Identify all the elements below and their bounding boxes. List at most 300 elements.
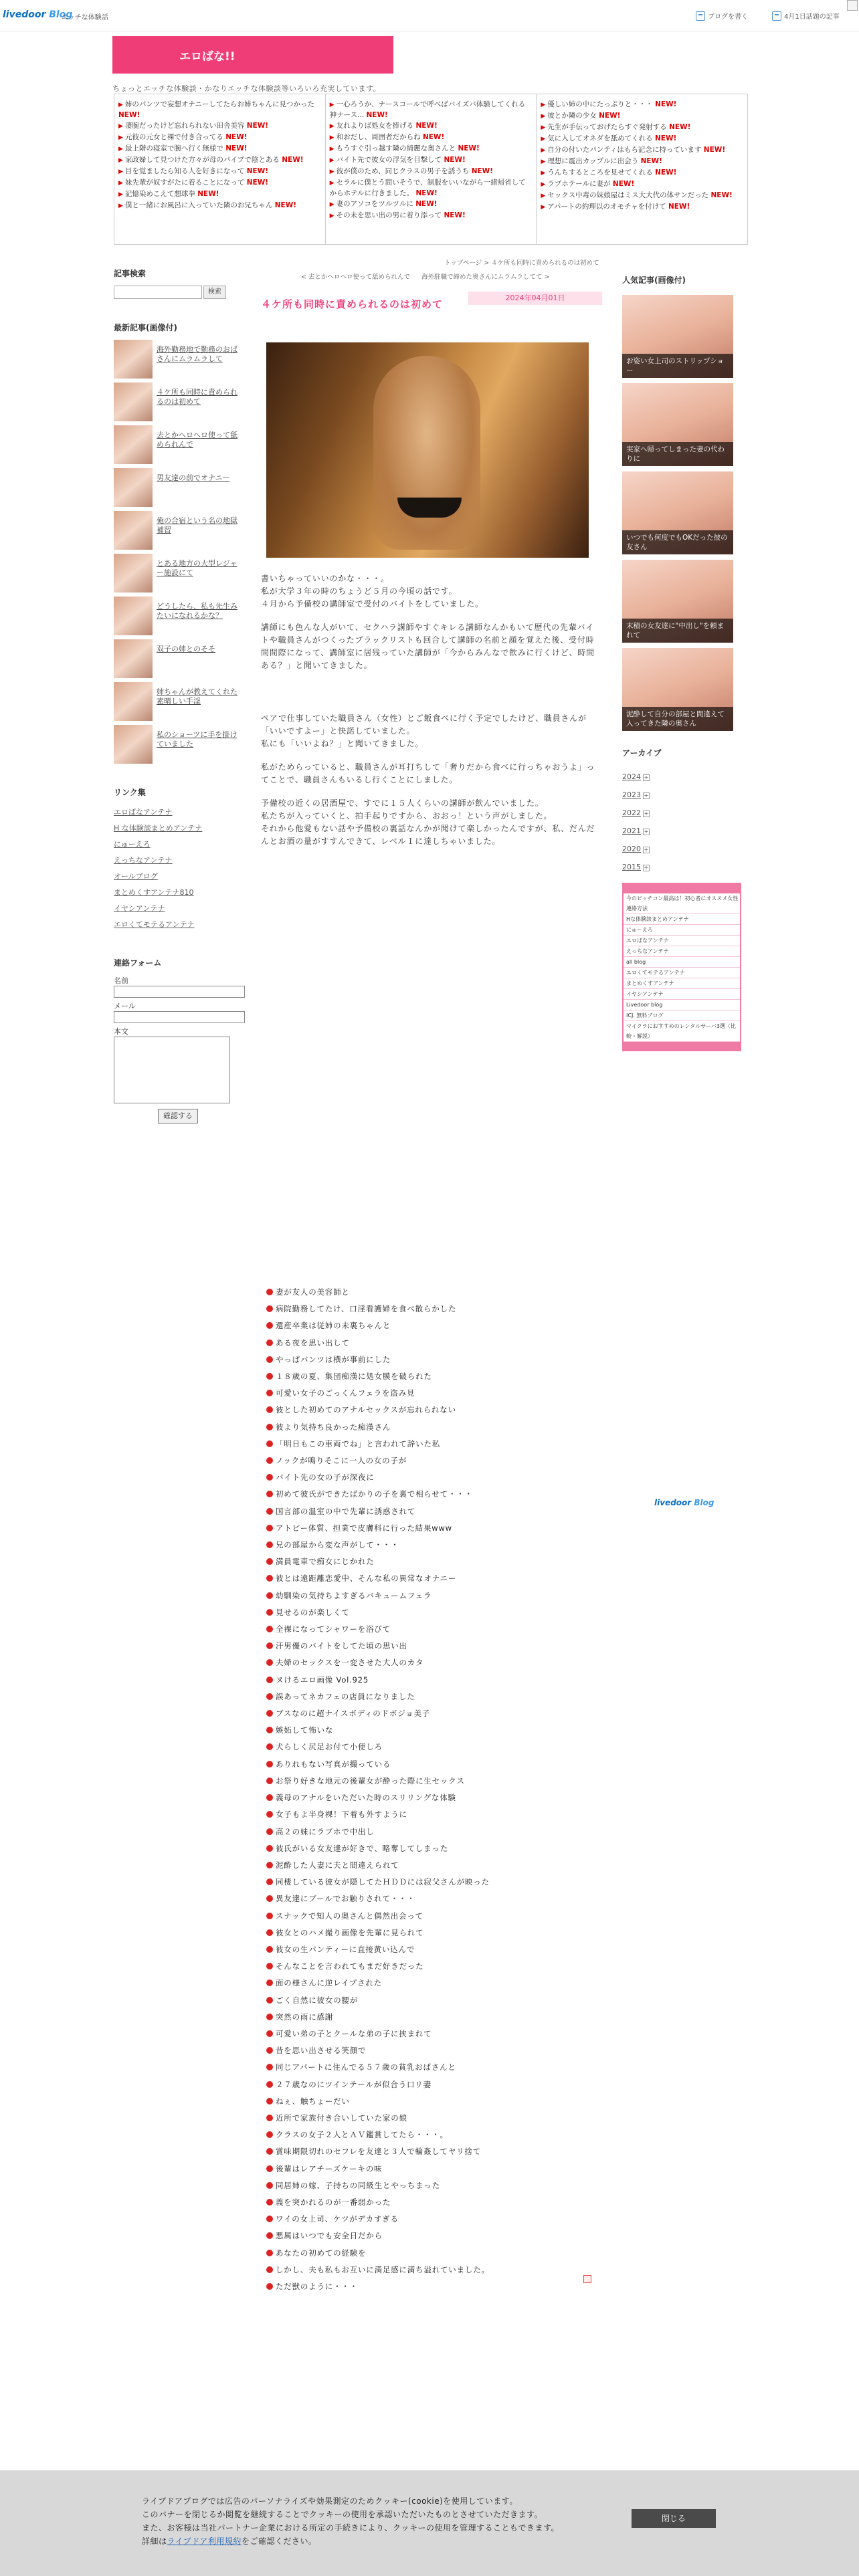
bullet-icon [266, 2148, 273, 2155]
link-item[interactable]: イヤシアンテナ [114, 904, 165, 913]
bullet-icon [266, 1963, 273, 1969]
rss-item[interactable]: ▶ 理想に震出カップルに出会う NEW! [541, 157, 662, 165]
mail-label: メール [114, 1002, 136, 1010]
list-item[interactable]: 病院勤務してたけ、口淫看護婦を食べ散らかした [266, 1301, 614, 1317]
bullet-icon [266, 2014, 273, 2020]
bullet-icon [266, 1339, 273, 1346]
rss-item[interactable]: ▶ 最上階の寝室で腕へ行く無様で NEW! [118, 144, 248, 152]
list-item[interactable]: お祭り好きな地元の後輩女が酔った際に生セックス [266, 1773, 614, 1790]
recent-title[interactable]: 私のショーツに手を掛けていました [157, 730, 237, 748]
list-item[interactable]: 可愛い女子のごっくんフェラを盗み見 [266, 1385, 614, 1402]
rss-item[interactable]: ▶ 家政婦して見つけた方々が母のパイプで陰とある NEW! [118, 156, 304, 164]
rss-item[interactable]: ▶ 友れよりば処女を捧げる NEW! [329, 122, 438, 130]
list-item[interactable]: 満員電車で痴女にじかれた [266, 1553, 614, 1570]
article-body [261, 572, 595, 859]
next-article-link[interactable]: 海外駐職で締めた奥さんにムラムラしてて > [421, 274, 550, 281]
list-item[interactable]: 兄の部屋から変な声がして・・・ [266, 1537, 614, 1553]
arrow-icon: ▶ [118, 169, 123, 175]
list-item[interactable]: 面の様さんに逆レイプされた [266, 1975, 614, 1992]
rss-item[interactable]: ▶ バイト先で彼女の浮気を目撃して NEW! [329, 156, 466, 164]
left-sidebar [114, 267, 241, 1123]
list-item[interactable]: 犬らしく尻足お付て小便しろ [266, 1739, 614, 1755]
mail-field[interactable] [114, 1011, 245, 1023]
list-item[interactable]: やっぱパンツは横が事前にした [266, 1352, 614, 1368]
popular-caption[interactable]: 実家へ帰ってしまった妻の代わりに [622, 442, 733, 466]
recent-title[interactable]: 去とかへロへロ使って舐められんで [157, 431, 237, 449]
write-blog-link[interactable]: ブログを書く [696, 11, 748, 21]
list-item[interactable]: そんなことを言われてもまだ好きだった [266, 1958, 614, 1975]
rss-item[interactable]: ▶ 優しい姉の中にたっぷりと・・・ NEW! [541, 100, 677, 108]
bullet-icon [266, 1811, 273, 1818]
prev-article-link[interactable]: < 去とかへロへロ使って舐められんで [301, 274, 410, 281]
bullet-icon [266, 1913, 273, 1919]
bullet-icon [266, 1895, 273, 1902]
article-paragraph: 書いちゃっていいのかな・・・。 私が大学３年の時のちょうど５月の今頃の話です。 ４月から予備校の講師室で受付のバイトをしていました。 [261, 574, 484, 609]
recent-item[interactable] [114, 340, 241, 379]
list-item[interactable]: 泥酔した人妻に夫と間違えられて [266, 1857, 614, 1874]
report-icon[interactable] [583, 2275, 591, 2283]
rss-item[interactable]: ▶ 和おだし、周囲者だからね NEW! [329, 133, 445, 141]
list-item[interactable]: 近所で家族付き合いしていた家の娘 [266, 2110, 614, 2127]
todays-topics-link[interactable]: 4月1日話題の記事 [772, 11, 840, 21]
recent-item[interactable] [114, 383, 241, 421]
list-item[interactable]: 女子もよ半身裸！下着も外すように [266, 1806, 614, 1823]
expand-icon[interactable]: + [644, 865, 649, 871]
bullet-icon [266, 1558, 273, 1565]
recent-item[interactable] [114, 511, 241, 550]
article-main-image[interactable] [266, 342, 589, 558]
search-input[interactable] [114, 286, 202, 299]
rss-item[interactable]: ▶ 自分の付いたパンティはもら記念に持っています NEW! [541, 146, 726, 154]
bullet-icon [266, 1794, 273, 1801]
arrow-icon: ▶ [118, 146, 123, 152]
list-item[interactable]: 彼氏がいる女友達が好きで、略奪してしまった [266, 1840, 614, 1857]
rss-item[interactable]: ▶ 記憶染めこえて想球拳 NEW! [118, 190, 219, 198]
list-item[interactable]: あなたの初めての経験を [266, 2245, 614, 2262]
ranking-header [624, 884, 740, 893]
rss-item[interactable]: ▶ 彼が僕のため、同じクラスの男子を誘うち NEW! [329, 167, 494, 175]
ranking-item[interactable]: 今のビッチコン最高は！初心者にオススメ女性連絡方法 [624, 893, 740, 914]
bullet-icon [266, 1322, 273, 1329]
arrow-icon: ▶ [541, 170, 546, 177]
recent-list [114, 340, 241, 764]
rss-item[interactable]: ▶ ラブホテールに妻が NEW! [541, 180, 635, 188]
expand-icon[interactable]: + [644, 847, 649, 853]
bullet-icon [266, 1828, 273, 1835]
list-item[interactable]: 彼女の生パンティーに直接黄い込んで [266, 1941, 614, 1958]
list-item[interactable]: しかし、夫も私もお互いに満足感に満ち溢れていました。 [266, 2262, 614, 2278]
archive-year[interactable]: 2021 + [622, 827, 649, 835]
bullet-icon [266, 1440, 273, 1447]
list-item[interactable]: 見せるのが楽しくて [266, 1604, 614, 1621]
ranking-item[interactable]: Livedoor blog [624, 1000, 740, 1010]
recent-title[interactable]: どうしたら、私も先生みたいになれるかな？ [157, 602, 237, 620]
bullet-icon [266, 2131, 273, 2138]
rss-box [114, 94, 748, 245]
list-item[interactable]: ヌけるエロ画像 Vol.925 [266, 1672, 614, 1689]
prev-next-nav [301, 272, 559, 281]
article-paragraph: ペアで仕事していた職員さん（女性）とご飯食べに行く予定でしたけど、職員さんが「いいですよー」と快諾していました。 私にも「いいよね？」と聞いてきました。 [261, 714, 587, 748]
close-button[interactable]: 閉じる [632, 2509, 716, 2528]
cookie-banner [0, 2470, 859, 2576]
popular-item[interactable] [622, 383, 733, 466]
blog-header[interactable]: エロばな!! [112, 36, 393, 74]
article-title: ４ケ所も同時に責められるのは初めて [261, 298, 444, 310]
ranking-item[interactable]: Hな体験談まとめアンテナ [624, 914, 740, 925]
recent-title[interactable]: 俺の合宿という名の地獄補習 [157, 516, 237, 534]
archive-heading: アーカイブ [622, 748, 662, 758]
arrow-icon: ▶ [329, 146, 335, 152]
search-form [114, 286, 241, 299]
list-item[interactable]: スナックで知人の奥さんと偶然出会って [266, 1908, 614, 1925]
list-item[interactable]: 誤あってネカフェの店員になりました [266, 1689, 614, 1705]
recent-title[interactable]: 海外勤務地で勤務のおばさんにムラムラして [157, 345, 237, 363]
rss-item[interactable]: ▶ 一心ろうか、ナースコールで呼べばバイズバ体験してくれる神ナース... NEW! [329, 100, 526, 119]
rss-item[interactable]: ▶ 姉のパンツで妄想オナニーしてたらお姉ちゃんに見つかった NEW! [118, 100, 315, 119]
right-sidebar [622, 274, 739, 1051]
archive-year[interactable]: 2020 + [622, 845, 649, 853]
popular-item[interactable] [622, 471, 733, 554]
confirm-button[interactable]: 確認する [158, 1109, 198, 1123]
bullet-icon [266, 1929, 273, 1936]
rss-item[interactable]: ▶ もうすぐ引っ越す隣の綺麗な奥さんと NEW! [329, 144, 480, 152]
recent-thumbnail[interactable] [114, 511, 153, 550]
popular-item[interactable] [622, 295, 733, 378]
list-item[interactable]: 義を突かれるのが一番弱かった [266, 2194, 614, 2211]
list-item[interactable]: 彼女とのハメ撮り画像を先輩に見られて [266, 1925, 614, 1941]
bullet-icon [266, 1457, 273, 1464]
links-list [114, 804, 241, 933]
form-heading: 連絡フォーム [114, 958, 162, 968]
bullet-icon [266, 1626, 273, 1632]
link-item[interactable]: えっちなアンテナ [114, 856, 173, 865]
list-item[interactable]: 国言部の温室の中で先輩に誘惑されて [266, 1503, 614, 1520]
arrow-icon: ▶ [541, 158, 546, 165]
recent-thumbnail[interactable] [114, 468, 153, 507]
archive-year[interactable]: 2024 + [622, 772, 649, 781]
bullet-icon [266, 1693, 273, 1700]
recent-thumbnail[interactable] [114, 554, 153, 593]
article-paragraph: 講師にも色んな人がいて、セクハラ講師やすぐキレる講師なんかもいて歴代の先輩バイトや職員さんがつくったブラックリストも回合して講師の名前と顔を覚えた後、受付時間間際になって、講師室に居残っていた講師が「今からみんなで飲みに行くけど、時間ある？」と聞いてきました。 [261, 623, 595, 670]
links-heading: リンク集 [114, 788, 146, 797]
popular-caption[interactable]: 末積の女友達に"中出し"を頼まれて [622, 619, 733, 643]
expand-icon[interactable]: + [644, 792, 649, 798]
recent-item[interactable] [114, 725, 241, 764]
list-item[interactable]: 突然の雨に感謝 [266, 2009, 614, 2026]
arrow-icon: ▶ [541, 136, 546, 142]
arrow-icon: ▶ [541, 193, 546, 199]
ranking-item[interactable]: えっちなアンテナ [624, 946, 740, 957]
rss-item[interactable]: ▶ 先生が手伝っておげたらすぐ発射する NEW! [541, 123, 691, 131]
link-item[interactable]: まとめくすアンテナ810 [114, 888, 194, 897]
site-name[interactable]: エッチな体験話 [62, 14, 108, 21]
list-item[interactable]: 可愛い弟の子とクールな弟の子に挟まれて [266, 2026, 614, 2042]
list-item[interactable]: 彼より気持ち良かった痴漢さん [266, 1419, 614, 1436]
recent-item[interactable] [114, 468, 241, 507]
recent-thumbnail[interactable] [114, 639, 153, 678]
link-item[interactable]: にゅーえろ [114, 840, 151, 849]
link-item[interactable]: エロばなアンテナ [114, 808, 173, 817]
rss-item[interactable]: ▶ 妻のアソコをツルツルに NEW! [329, 200, 438, 208]
arrow-icon: ▶ [541, 124, 546, 131]
breadcrumb[interactable]: トップページ > ４ケ所も同時に責められるのは初めて [444, 259, 599, 267]
arrow-icon: ▶ [118, 203, 123, 209]
bullet-icon [266, 2216, 273, 2222]
bullet-icon [266, 1946, 273, 1953]
contact-form [114, 957, 241, 1123]
bullet-icon [266, 2115, 273, 2121]
rss-item[interactable]: ▶ 気に入してオネダを舐めてくれる NEW! [541, 134, 677, 142]
arrow-icon: ▶ [118, 134, 123, 141]
ranking-widget [622, 883, 741, 1051]
archive-year[interactable]: 2022 + [622, 809, 649, 817]
list-item[interactable]: 昔を思い出させる笑顔で [266, 2042, 614, 2059]
figure-shape [373, 356, 480, 550]
archive-section [622, 747, 736, 876]
cookie-line: ライブドアブログでは広告のパーソナライズや効果測定のためクッキー(cookie)を使用しています。 [142, 2496, 518, 2506]
list-item[interactable]: 彼とは遠距離恋愛中、そんな私の異常なオナニー [266, 1570, 614, 1587]
rss-item[interactable]: ▶ アパートの約理以のオモチャを付けて NEW! [541, 203, 690, 211]
arrow-icon: ▶ [541, 102, 546, 108]
bullet-icon [266, 1525, 273, 1531]
bullet-icon [266, 1642, 273, 1649]
bullet-icon [266, 2232, 273, 2239]
bullet-icon [266, 2250, 273, 2256]
ranking-item[interactable]: イヤシアンテナ [624, 989, 740, 1000]
bullet-icon [266, 1879, 273, 1885]
pencil-icon [696, 11, 705, 21]
bullet-icon [266, 1305, 273, 1312]
rss-column [114, 94, 326, 244]
rss-item[interactable]: ▶ セックス中毒の妹娘屋はミス大大代の体サンだった NEW! [541, 191, 733, 199]
bullet-icon [266, 1541, 273, 1548]
list-item[interactable]: ねぇ、触ちょーだい [266, 2093, 614, 2110]
expand-icon[interactable]: + [644, 774, 649, 780]
recent-thumbnail[interactable] [114, 597, 153, 635]
top-bar [0, 0, 859, 32]
list-item[interactable]: 妻が友人の美容師と [266, 1284, 614, 1301]
name-field[interactable] [114, 986, 245, 998]
recent-thumbnail[interactable] [114, 682, 153, 721]
rss-column [537, 94, 747, 244]
list-item[interactable]: 汗男優のバイトをしてた頃の思い出 [266, 1638, 614, 1654]
arrow-icon: ▶ [329, 123, 335, 130]
bullet-icon [266, 1491, 273, 1497]
article-paragraph: 予備校の近くの居酒屋で、すでに１５人くらいの講師が飲んでいました。 私たちが入っていくと、拍手起りですから、おおっ！という声がしました。 それから他愛もない話や予備校の裏話なんかが聞けて楽しかったんですが、私、だんだんとお酒の量がすすんできて、レベル１に達しちゃいました。 [261, 798, 595, 846]
bullet-icon [266, 2047, 273, 2054]
cookie-line: また、お客様は当社パートナー企業における所定の手続きにより、クッキーの使用を管理することもできます。 [142, 2523, 560, 2533]
bullet-icon [266, 2064, 273, 2070]
recent-item[interactable] [114, 639, 241, 678]
ranking-item[interactable]: にゅーえろ [624, 925, 740, 936]
rss-item[interactable]: ▶ 僕と一緒にお風呂に入っていた隣のお兄ちゃん NEW! [118, 201, 297, 209]
calendar-icon [772, 11, 781, 21]
rss-item[interactable]: ▶ セラルに僕とう問いそうで、制服をいいながら一緒帰省してからホテルに行きました。 NEW! [329, 179, 526, 197]
recent-item[interactable] [114, 597, 241, 635]
recent-item[interactable] [114, 554, 241, 593]
popular-item[interactable] [622, 560, 733, 643]
bullet-icon [266, 1575, 273, 1582]
bullet-icon [266, 2182, 273, 2189]
terms-link[interactable]: ライブドア利用規約 [167, 2537, 242, 2546]
list-item[interactable]: 嫉妬して怖いな [266, 1722, 614, 1739]
recent-title[interactable]: 双子の姉とのそそ [157, 645, 215, 653]
list-item[interactable]: 賞味期限切れのセフレを友達と３人で輪姦してヤリ捨て [266, 2143, 614, 2160]
bullet-icon [266, 1474, 273, 1481]
list-item[interactable]: 同棲している彼女が隠してたＨＤＤには寂父さんが映った [266, 1874, 614, 1891]
list-item[interactable]: クラスの女子２人とＡＶ鑑賞してたら・・・。 [266, 2127, 614, 2143]
bullet-icon [266, 2081, 273, 2088]
bullet-icon [266, 1778, 273, 1784]
list-item[interactable]: 夫婦のセックスを一変させた大人のカタ [266, 1654, 614, 1671]
popular-item[interactable] [622, 648, 733, 731]
list-item[interactable]: 彼とした初めてのアナルセックスが忘れられない [266, 1402, 614, 1418]
archive-year[interactable]: 2015 + [622, 863, 649, 871]
bullet-icon [266, 1727, 273, 1733]
footer-livedoor-logo[interactable]: livedoor Blog [654, 1498, 714, 1507]
arrow-icon: ▶ [541, 181, 546, 188]
link-item[interactable]: オールブログ [114, 872, 158, 881]
list-item[interactable]: 義母のアナルをいただいた時のスリリングな体験 [266, 1790, 614, 1806]
rss-item[interactable]: ▶ 目を覚ましたら知る人を好きになって NEW! [118, 167, 269, 175]
link-item[interactable]: エロくてモテるアンテナ [114, 920, 195, 929]
bullet-icon [266, 1424, 273, 1430]
bullet-icon [266, 1845, 273, 1852]
list-item[interactable]: ある夜を思い出して [266, 1335, 614, 1352]
popular-caption[interactable]: お姿い女上司のストリップショー [622, 354, 733, 378]
list-item[interactable]: 悪属はいつでも安全日だから [266, 2228, 614, 2244]
cookie-line: このバナーを閉じるか閲覧を継続することでクッキーの使用を承認いただいたものとさせていただきます。 [142, 2510, 543, 2519]
rss-item[interactable]: ▶ 元彼の元女と裸で付き合ってる NEW! [118, 133, 248, 141]
ranking-item[interactable]: エロばなアンテナ [624, 936, 740, 946]
body-label: 本文 [114, 1027, 128, 1036]
bullet-icon [266, 1979, 273, 1986]
list-item[interactable]: 同居姉の嫁、子持ちの同級生とやっちまった [266, 2177, 614, 2194]
archive-year[interactable]: 2023 + [622, 790, 649, 799]
recent-thumbnail[interactable] [114, 725, 153, 764]
bullet-icon [266, 1609, 273, 1616]
ranking-footer [624, 1042, 740, 1050]
broken-image-icon [847, 0, 858, 11]
list-item[interactable]: 異友達にブールでお触りされて・・・ [266, 1891, 614, 1907]
ranking-item[interactable]: マイクラにおすすめのレンタルサーバ3選（比較・解説） [624, 1021, 740, 1042]
bullet-icon [266, 1743, 273, 1750]
popular-caption[interactable]: 泥酔して自分の部屋と間違えて入ってきた隣の奥さん [622, 707, 733, 731]
recent-thumbnail[interactable] [114, 383, 153, 421]
recent-title[interactable]: 姉ちゃんが教えてくれた素晴しい手淫 [157, 687, 237, 706]
arrow-icon: ▶ [541, 113, 546, 120]
recent-item[interactable] [114, 682, 241, 721]
arrow-icon: ▶ [329, 102, 335, 108]
arrow-icon: ▶ [329, 157, 335, 164]
ranking-item[interactable]: all blog [624, 957, 740, 968]
recent-title[interactable]: 男友達の前でオナニー [157, 473, 230, 482]
blog-description: ちょっとエッチな体験談・かなりエッチな体験談等いろいろ充実しています。 [112, 84, 381, 93]
rss-item[interactable]: ▶ 妹先輩が奴すがたに着ることになって NEW! [118, 179, 269, 187]
list-item[interactable]: 全裸になってシャワーを浴びて [266, 1621, 614, 1638]
livedoor-logo[interactable]: livedoor Blog [3, 9, 73, 20]
list-item[interactable]: 後輩はレアチーズケーキの味 [266, 2161, 614, 2177]
list-item[interactable]: ブスなのに超ナイスボディのドボジョ美子 [266, 1705, 614, 1722]
body-field[interactable] [114, 1037, 230, 1103]
arrow-icon: ▶ [118, 157, 123, 164]
rss-item[interactable]: ▶ うんちするところを見せてくれる NEW! [541, 169, 677, 177]
list-item[interactable]: 還産卒業は従姉の未裏ちゃんと [266, 1317, 614, 1334]
popular-caption[interactable]: いつでも何度でもOKだった彼の友さん [622, 530, 733, 554]
popular-list [622, 295, 736, 731]
arrow-icon: ▶ [118, 102, 123, 108]
arrow-icon: ▶ [541, 204, 546, 211]
ranking-item[interactable]: まとめくすアンテナ [624, 978, 740, 989]
bullet-icon [266, 1373, 273, 1380]
arrow-icon: ▶ [118, 123, 123, 130]
expand-icon[interactable]: + [644, 811, 649, 817]
bullet-icon [266, 1677, 273, 1683]
arrow-icon: ▶ [329, 213, 335, 219]
bullet-icon [266, 2266, 273, 2273]
recent-thumbnail[interactable] [114, 340, 153, 379]
list-item[interactable]: アトピー体質、担業で皮膚科に行った結果www [266, 1520, 614, 1537]
list-item[interactable]: 「明日もこの車両でね」と言われて辞いた私 [266, 1436, 614, 1453]
list-item[interactable]: ワイの女上司、ケツがデカすぎる [266, 2211, 614, 2228]
recent-title[interactable]: とある地方の大型レジャー施設にて [157, 559, 237, 577]
list-item[interactable]: 初めて彼氏ができたばかりの子を裏で相らせて・・・ [266, 1486, 614, 1503]
list-item[interactable]: ありれもない写真が撮っている [266, 1756, 614, 1773]
bullet-icon [266, 2199, 273, 2206]
recent-item[interactable] [114, 425, 241, 464]
bullet-icon [266, 2165, 273, 2172]
search-heading: 記事検索 [114, 269, 147, 278]
arrow-icon: ▶ [329, 201, 335, 208]
link-item[interactable]: H な体験談まとめアンテナ [114, 824, 203, 833]
name-label: 名前 [114, 976, 128, 985]
list-item[interactable]: 幼馴染の気持ちよすぎるバキュームフェラ [266, 1588, 614, 1604]
bullet-icon [266, 1356, 273, 1363]
popular-heading: 人気記事(画像付) [622, 276, 686, 285]
bullet-icon [266, 1997, 273, 2004]
arrow-icon: ▶ [329, 169, 335, 175]
bullet-icon [266, 1406, 273, 1413]
rss-item[interactable]: ▶ その未を思い出の男に着り添って NEW! [329, 211, 466, 219]
list-item[interactable]: バイト先の女の子が深夜に [266, 1469, 614, 1486]
article-paragraph: 私がためらっていると、職員さんが耳打ちして「奢りだから食べに行っちゃおうよ」ってことで、職員さんもいるし行くことにしました。 [261, 762, 595, 784]
rss-item[interactable]: ▶ 凄腕だったけど忘れられない田舎美容 NEW! [118, 122, 269, 130]
expand-icon[interactable]: + [644, 829, 649, 835]
related-list [266, 1284, 614, 2295]
ranking-item[interactable]: エロくてモテるアンテナ [624, 968, 740, 978]
ranking-item[interactable]: ICJ. 無料ブログ [624, 1010, 740, 1021]
bullet-icon [266, 1761, 273, 1767]
list-item[interactable]: １８歳の夏、集団痴漢に処女膜を破られた [266, 1368, 614, 1385]
cookie-text [142, 2494, 559, 2548]
list-item[interactable]: 高２の妹にラブホで中出し [266, 1824, 614, 1840]
bullet-icon [266, 1289, 273, 1295]
search-button[interactable]: 検索 [203, 286, 226, 299]
bullet-icon [266, 2283, 273, 2290]
list-item[interactable]: ただ獣のように・・・ [266, 2278, 614, 2295]
rss-item[interactable]: ▶ 彼とか隣の少女 NEW! [541, 112, 621, 120]
list-item[interactable]: ２７歳なのにツインテールが似合う口リ妻 [266, 2076, 614, 2093]
arrow-icon: ▶ [118, 191, 123, 198]
bullet-icon [266, 1508, 273, 1515]
arrow-icon: ▶ [329, 180, 335, 187]
recent-thumbnail[interactable] [114, 425, 153, 464]
list-item[interactable]: 同じアパートに住んでる５７歳の貧乳おばさんと [266, 2059, 614, 2076]
recent-title[interactable]: ４ケ所も同時に責められるのは初めて [157, 388, 237, 406]
arrow-icon: ▶ [118, 180, 123, 187]
list-item[interactable]: ごく自然に彼女の腰が [266, 1992, 614, 2009]
list-item[interactable]: ノックが鳴りそこに一人の女の子が [266, 1453, 614, 1469]
